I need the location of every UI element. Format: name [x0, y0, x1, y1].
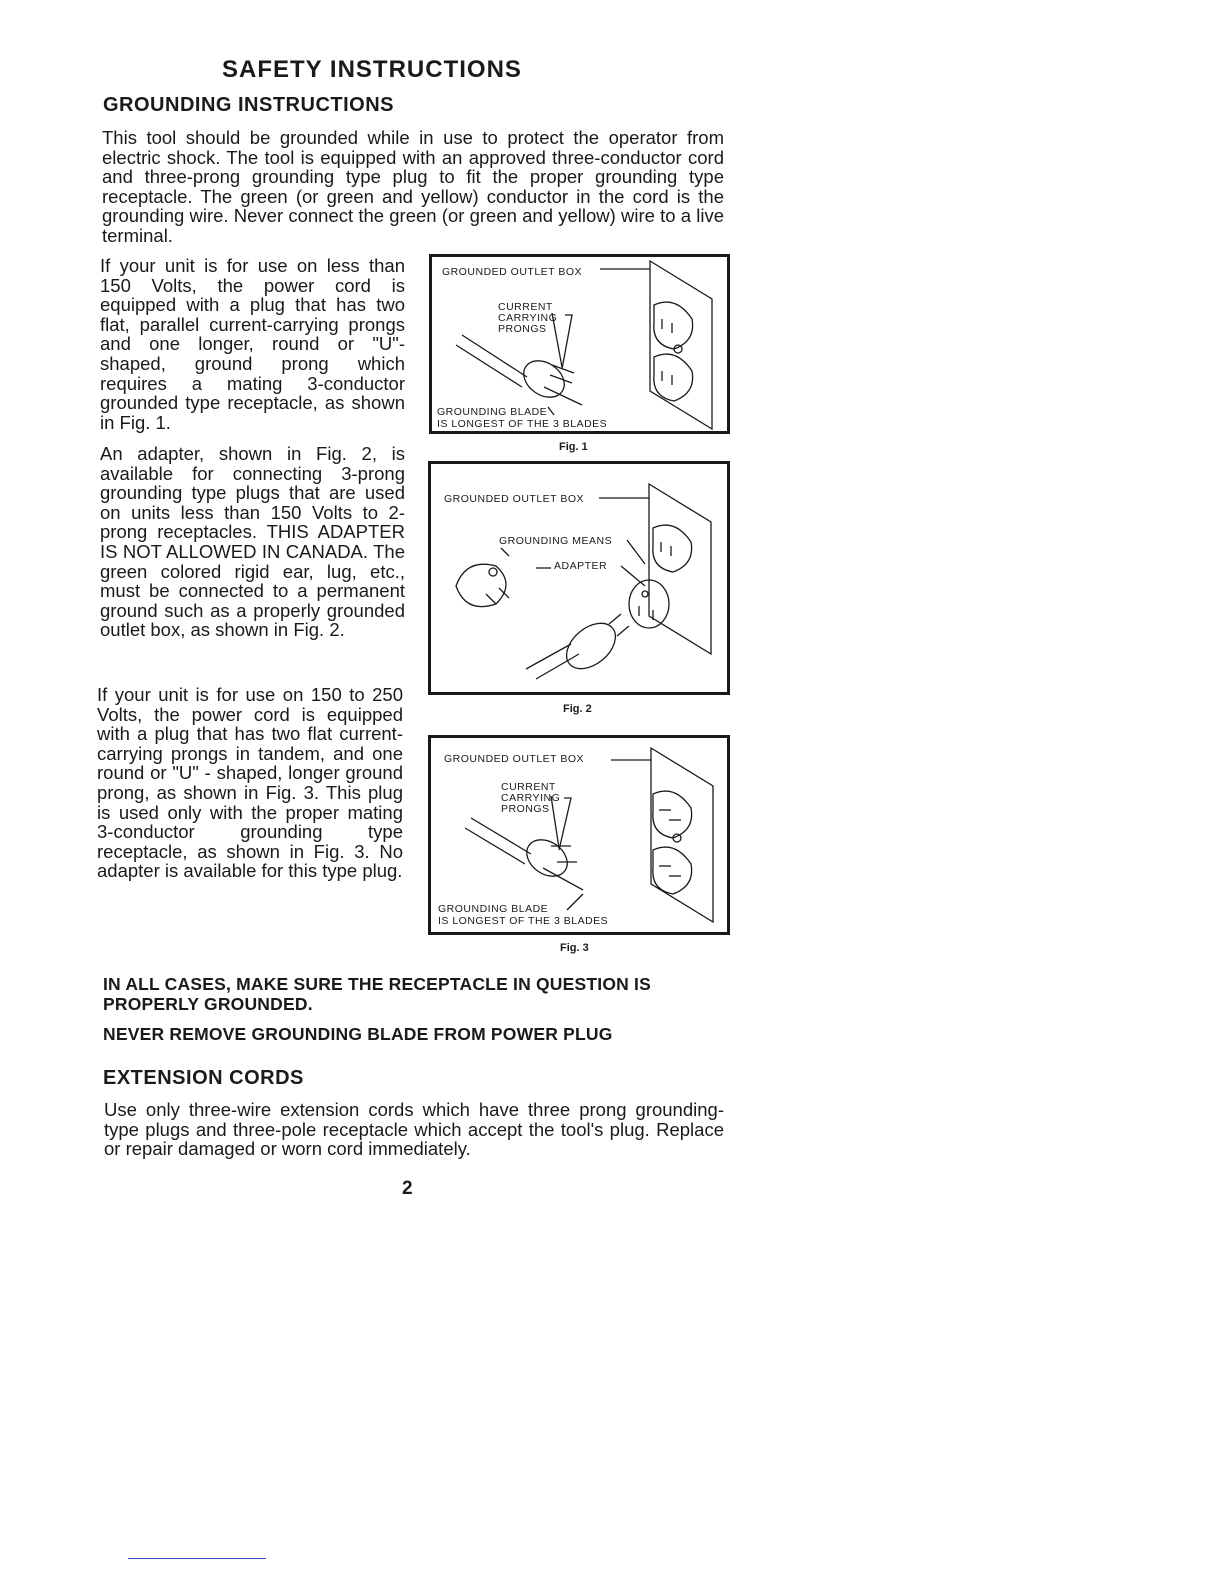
fig3-current-label-2: CARRYING	[501, 792, 561, 804]
fig1-current-label-3: PRONGS	[498, 323, 547, 335]
figure-1	[429, 254, 730, 434]
fig3-blade-label-2: IS LONGEST OF THE 3 BLADES	[438, 915, 609, 927]
fig3-blade-label-1: GROUNDING BLADE	[438, 903, 549, 915]
fig2-grounding-means-label: GROUNDING MEANS	[499, 535, 613, 547]
fig3-caption: Fig. 3	[560, 942, 589, 954]
para-under-150v: If your unit is for use on less than 150 Volts, the power cord is equipped with a plug that has two flat, parallel current-carrying prongs and one longer, round or "U"-shaped, ground prong which requires a mating 3-conductor grounded type receptacle, as shown in Fig. 1.	[100, 255, 405, 433]
fig3-current-label-1: CURRENT	[501, 781, 556, 793]
fig1-current-label-2: CARRYING	[498, 312, 558, 324]
fig2-adapter-loose	[456, 564, 506, 606]
fig2-adapter-label: ADAPTER	[554, 560, 608, 572]
grounding-intro: This tool should be grounded while in use to protect the operator from electric shock. The tool is equipped with an approved three-conductor cord and three-prong grounding type plug to fit the proper grounding type receptacle. The green (or green and yellow) conductor in the cord is the grounding wire. Never connect the green (or green and yellow) wire to a live terminal.	[102, 127, 724, 246]
para-150-250v: If your unit is for use on 150 to 250 Volts, the power cord is equipped with a plug that has two flat current-carrying prongs in tandem, and one round or "U" - shaped, longer ground prong, as shown in Fig. 3. This plug is used only with the proper mating 3-conductor grounding type receptacle, as shown in Fig. 3. No adapter is available for this type plug.	[97, 684, 403, 882]
figure-3	[428, 735, 730, 935]
fig3-cord	[465, 818, 531, 864]
fig1-blade-label-2: IS LONGEST OF THE 3 BLADES	[437, 418, 608, 430]
fig1-cord	[456, 335, 527, 387]
extension-heading: EXTENSION CORDS	[103, 1067, 304, 1089]
all-cases-warning: IN ALL CASES, MAKE SURE THE RECEPTACLE IN QUESTION IS PROPERLY GROUNDED.	[103, 974, 651, 1014]
para-adapter: An adapter, shown in Fig. 2, is available for connecting 3-prong grounding type plugs that are used on units less than 150 Volts to 2-prong receptacles. THIS ADAPTER IS NOT ALLOWED IN CANADA. The green colored rigid ear, lug, etc., must be connected to a permanent ground such as a properly grounded outlet box, as shown in Fig. 2.	[100, 443, 405, 641]
fig3-wall-plate	[651, 748, 713, 922]
fig3-current-label-3: PRONGS	[501, 803, 550, 815]
fig1-blade-label-1: GROUNDING BLADE	[437, 406, 548, 418]
page-title: SAFETY INSTRUCTIONS	[222, 56, 522, 83]
page-number: 2	[402, 1178, 413, 1199]
extension-text: Use only three-wire extension cords which have three prong grounding-type plugs and three-pole receptacle which accept the tool's plug. Replace or repair damaged or worn cord immediately.	[104, 1099, 724, 1160]
fig2-caption: Fig. 2	[563, 703, 592, 715]
footer-rule	[128, 1558, 266, 1559]
fig1-current-label-1: CURRENT	[498, 301, 553, 313]
fig2-outlet-box-label: GROUNDED OUTLET BOX	[444, 493, 584, 505]
figure-2	[428, 461, 730, 695]
fig2-cord	[526, 644, 579, 679]
fig3-outlet-box-label: GROUNDED OUTLET BOX	[444, 753, 584, 765]
never-remove-warning: NEVER REMOVE GROUNDING BLADE FROM POWER PLUG	[103, 1024, 613, 1044]
fig1-caption: Fig. 1	[559, 441, 588, 453]
grounding-heading: GROUNDING INSTRUCTIONS	[103, 94, 394, 116]
fig1-outlet-box-label: GROUNDED OUTLET BOX	[442, 266, 582, 278]
